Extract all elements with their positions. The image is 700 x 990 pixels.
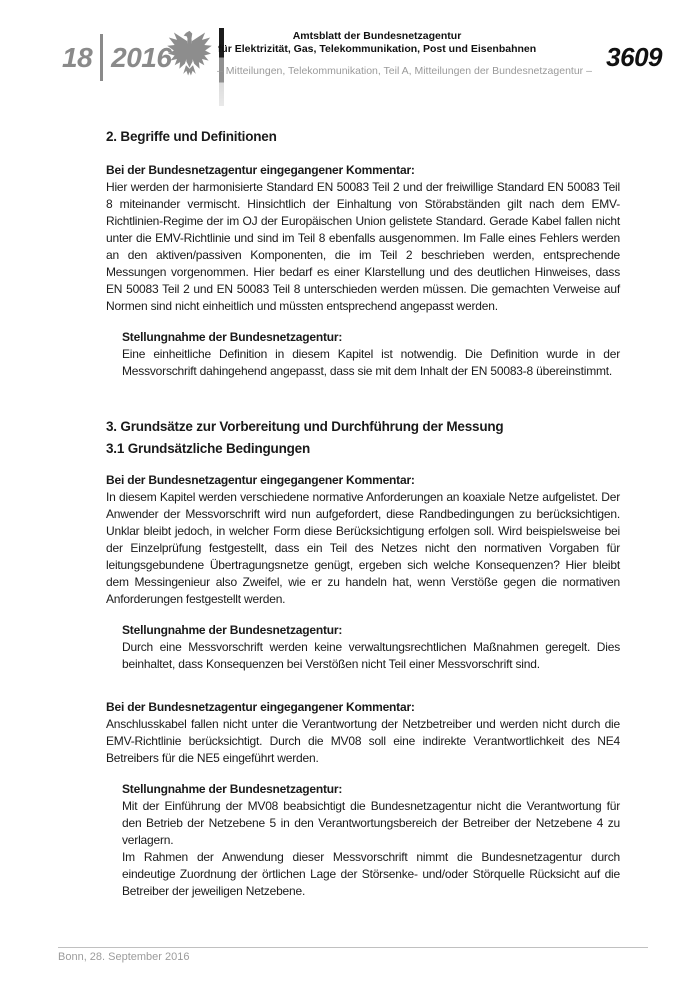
document-body [106, 128, 620, 900]
footer-rule [58, 947, 648, 948]
response-text: Im Rahmen der Anwendung dieser Messvorschrift nimmt die Bundesnetzagentur durch eindeutige Zuordnung der örtlichen Lage der Störsenke- und/oder Störquelle Rücksicht auf die Betreiber der jeweiligen Netzebene. [122, 850, 620, 898]
masthead-subtitle: – Mitteilungen, Telekommunikation, Teil A, Mitteilungen der Bundesnetzagentur – [217, 65, 592, 77]
response-label: Stellungnahme der Bundesnetzagentur: [122, 782, 343, 796]
section-heading-3: 3. Grundsätze zur Vorbereitung und Durchführung der Messung [106, 419, 504, 434]
issue-year: 2016 [111, 41, 172, 73]
response-text: Eine einheitliche Definition in diesem Kapitel ist notwendig. Die Definition wurde in der Messvorschrift dahingehend angepasst, dass sie mit dem Inhalt der EN 50083-8 übereinstimmt. [122, 347, 620, 378]
comment-label: Bei der Bundesnetzagentur eingegangener Kommentar: [106, 473, 415, 487]
response-label: Stellungnahme der Bundesnetzagentur: [122, 330, 343, 344]
comment-text: In diesem Kapitel werden verschiedene normative Anforderungen an koaxiale Netze aufgelistet. Der Anwender der Messvorschrift wird nun aufgefordert, diese Randbedingungen zu berücksichtigen. Unklar bleibt jedoch, in welcher Form diese Berücksichtigung erfolgen soll. Wird beispielsweise bei der Einzelprüfung festgestellt, dass ein Teil des Netzes nicht den normativen Vorgaben für leitungsgebundene Übertragungsnetze genügt, ergeben sich welche Konsequenzen? Hier bleibt dem Messingenieur also Zweifel, wie er zu handeln hat, wenn Verstöße gegen die normativen Anforderungen festgestellt werden. [106, 490, 620, 606]
federal-eagle-icon [166, 27, 213, 77]
response-label: Stellungnahme der Bundesnetzagentur: [122, 623, 343, 637]
comment-text: Anschlusskabel fallen nicht unter die Verantwortung der Netzbetreiber und werden nicht durch die EMV-Richtlinie berücksichtigt. Durch die MV08 soll eine indirekte Verantwortlichkeit des NE4 Betreibers für die NE5 eingeführt werden. [106, 717, 620, 765]
page-number: 3609 [606, 42, 662, 72]
response-text: Durch eine Messvorschrift werden keine verwaltungsrechtlichen Maßnahmen geregelt. Dies beinhaltet, dass Konsequenzen bei Verstößen nicht Teil einer Messvorschrift sind. [122, 640, 620, 671]
issue-divider [100, 34, 103, 81]
issue-identifier [62, 34, 171, 81]
issue-number: 18 [62, 41, 93, 73]
response-text: Mit der Einführung der MV08 beabsichtigt die Bundesnetzagentur nicht die Verantwortung für den Betrieb der Netzebene 5 in den Verantwortungsbereich der Betreiber der Netzebene 4 zu verlagern. [122, 799, 620, 847]
masthead-title-line2: für Elektrizität, Gas, Telekommunikation, Post und Eisenbahnen [217, 43, 537, 55]
section-heading-3-1: 3.1 Grundsätzliche Bedingungen [106, 441, 311, 456]
comment-label: Bei der Bundesnetzagentur eingegangener Kommentar: [106, 700, 415, 714]
comment-block [106, 162, 620, 315]
response-block [122, 781, 620, 900]
comment-block [106, 472, 620, 608]
section-heading-2: 2. Begriffe und Definitionen [106, 129, 277, 144]
response-block [122, 622, 620, 673]
comment-block [106, 699, 620, 767]
masthead [217, 30, 592, 77]
comment-label: Bei der Bundesnetzagentur eingegangener Kommentar: [106, 163, 415, 177]
comment-text: Hier werden der harmonisierte Standard EN 50083 Teil 2 und der freiwillige Standard EN 50083 Teil 8 miteinander vermischt. Hinsichtlich der Einhaltung von Störabständen gilt nach dem EMV-Richtlinien-Regime der im OJ der Europäischen Union gelistete Standard. Gerade Kabel fallen nicht unter die EMV-Richtlinie und sind im Teil 8 ebenfalls ausgenommen. Im Falle eines Fehlers werden an den aktiven/passiven Komponenten, die im Teil 2 beschrieben werden, entsprechende Messungen vorgenommen. Hier bedarf es einer Klarstellung und des deutlichen Hinweises, dass EN 50083 Teil 2 und EN 50083 Teil 8 unterschieden werden müssen. Die gemachten Verweise auf Normen sind nicht einheitlich und müssten entsprechend angepasst werden. [106, 180, 620, 313]
footer-dateline: Bonn, 28. September 2016 [58, 951, 190, 963]
response-block [122, 329, 620, 380]
masthead-title-line1: Amtsblatt der Bundesnetzagentur [292, 30, 462, 42]
